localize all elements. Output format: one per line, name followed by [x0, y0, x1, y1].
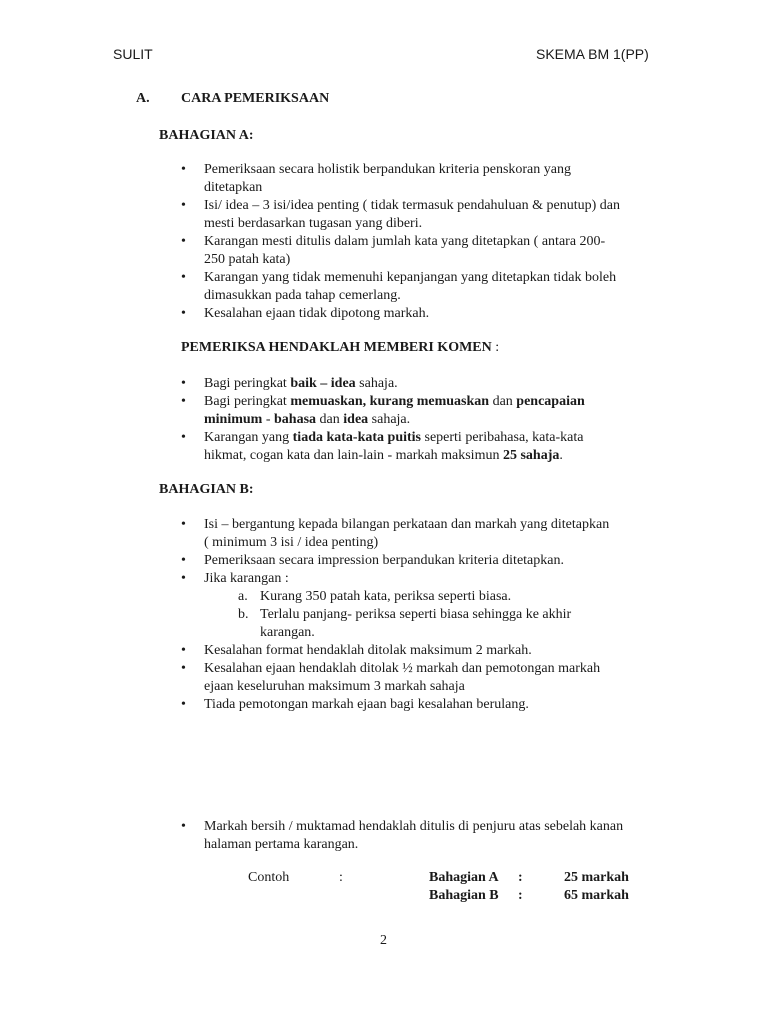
bullet-icon: •	[181, 643, 186, 658]
bullet-icon: •	[181, 162, 186, 177]
sub-list	[238, 588, 572, 642]
bullet-icon: •	[181, 270, 186, 285]
list-item: • Isi – bergantung kepada bilangan perkataan dan markah yang ditetapkan ( minimum 3 isi / idea penting)	[181, 517, 610, 550]
list-item: • Tiada pemotongan markah ejaan bagi kesalahan berulang.	[181, 697, 529, 712]
bullet-icon: •	[181, 697, 186, 712]
bullet-icon: •	[181, 819, 186, 834]
komen-heading: PEMERIKSA HENDAKLAH MEMBERI KOMEN :	[181, 340, 500, 355]
contoh-part: Bahagian B	[429, 888, 499, 903]
list-item: • Karangan yang tidak memenuhi kepanjangan yang ditetapkan tidak boleh dimasukkan pada tahap cemerlang.	[181, 270, 617, 303]
sub-list-item: a. Kurang 350 patah kata, periksa seperti biasa.	[238, 589, 512, 604]
contoh-label: Contoh	[248, 870, 290, 885]
bahagian-b-list-top	[181, 516, 610, 588]
contoh-colon: :	[339, 870, 343, 885]
contoh-value: 65 markah	[564, 888, 629, 903]
list-item: • Markah bersih / muktamad hendaklah ditulis di penjuru atas sebelah kanan halaman pertama karangan.	[181, 819, 624, 852]
sub-list-item: b. Terlalu panjang- periksa seperti biasa sehingga ke akhir karangan.	[238, 607, 572, 640]
contoh-value: 25 markah	[564, 870, 629, 885]
list-item: • Bagi peringkat baik – idea sahaja.	[181, 376, 398, 391]
list-item: • Jika karangan :	[181, 571, 289, 586]
list-item: • Isi/ idea – 3 isi/idea penting ( tidak termasuk pendahuluan & penutup) dan mesti berdasarkan tugasan yang diberi.	[181, 198, 621, 231]
bullet-icon: •	[181, 517, 186, 532]
list-item: • Kesalahan ejaan hendaklah ditolak ½ markah dan pemotongan markah ejaan keseluruhan maksimum 3 markah sahaja	[181, 661, 601, 694]
bullet-icon: •	[181, 306, 186, 321]
bullet-icon: •	[181, 553, 186, 568]
list-item: • Karangan yang tiada kata-kata puitis seperti peribahasa, kata-kata hikmat, cogan kata dan lain-lain - markah maksimun 25 sahaja.	[181, 430, 584, 463]
bullet-icon: •	[181, 661, 186, 676]
bahagian-b-list-bottom	[181, 642, 601, 714]
komen-list	[181, 375, 585, 465]
bullet-icon: •	[181, 376, 186, 391]
page-number: 2	[380, 933, 387, 948]
list-item: • Karangan mesti ditulis dalam jumlah kata yang ditetapkan ( antara 200- 250 patah kata)	[181, 234, 606, 267]
bahagian-a-list	[181, 161, 621, 323]
list-item: • Kesalahan ejaan tidak dipotong markah.	[181, 306, 430, 321]
section-letter: A.	[136, 91, 150, 106]
bullet-icon: •	[181, 234, 186, 249]
bullet-icon: •	[181, 198, 186, 213]
bullet-icon: •	[181, 571, 186, 586]
contoh-sep: :	[518, 870, 523, 885]
bahagian-b-heading: BAHAGIAN B:	[159, 482, 254, 497]
contoh-part: Bahagian A	[429, 870, 499, 885]
bullet-icon: •	[181, 430, 186, 445]
header-right: SKEMA BM 1(PP)	[536, 46, 649, 62]
bullet-icon: •	[181, 394, 186, 409]
header-left: SULIT	[113, 46, 153, 62]
markah-bersih-list	[181, 818, 624, 854]
section-title: CARA PEMERIKSAAN	[181, 91, 330, 106]
list-item: • Kesalahan format hendaklah ditolak maksimum 2 markah.	[181, 643, 532, 658]
contoh-sep: :	[518, 888, 523, 903]
list-item: • Pemeriksaan secara impression berpandukan kriteria ditetapkan.	[181, 553, 564, 568]
list-item: • Pemeriksaan secara holistik berpandukan kriteria penskoran yang ditetapkan	[181, 162, 571, 195]
bahagian-a-heading: BAHAGIAN A:	[159, 128, 254, 143]
list-item: • Bagi peringkat memuaskan, kurang memuaskan dan pencapaian minimum - bahasa dan idea sahaja.	[181, 394, 585, 427]
